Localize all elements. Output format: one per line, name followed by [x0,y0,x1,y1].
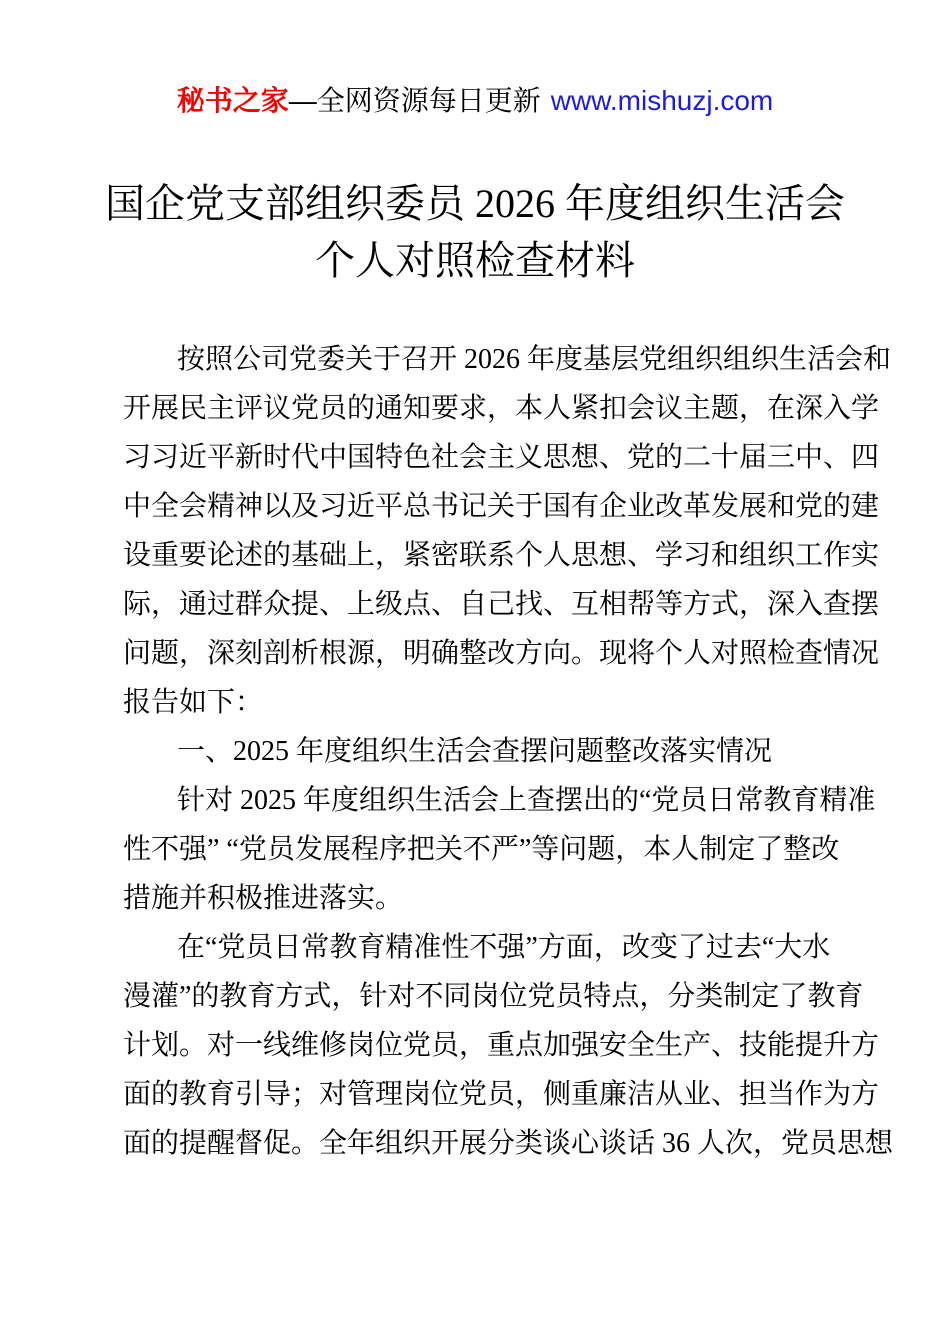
body-paragraph-1-line-2: 开展民主评议党员的通知要求，本人紧扣会议主题，在深入学 [123,393,880,424]
body-paragraph-1-line-7: 问题，深刻剖析根源，明确整改方向。现将个人对照检查情况 [123,638,880,669]
body-paragraph-4-line-2: 漫灌”的教育方式，针对不同岗位党员特点，分类制定了教育 [123,981,864,1012]
body-paragraph-3-line-2: 性不强” “党员发展程序把关不严”等问题，本人制定了整改 [123,834,840,865]
body-paragraph-4-line-3: 计划。对一线维修岗位党员，重点加强安全生产、技能提升方 [123,1030,880,1061]
body-paragraph-1-line-4: 中全会精神以及习近平总书记关于国有企业改革发展和党的建 [123,491,880,522]
body-paragraph-1-line-3: 习习近平新时代中国特色社会主义思想、党的二十届三中、四 [123,442,880,473]
body-paragraph-3-line-1: 针对 2025 年度组织生活会上查摆出的“党员日常教育精准 [177,785,876,816]
site-url-link[interactable]: www.mishuzj.com [550,85,774,116]
document-title-line2: 个人对照检查材料 [315,238,635,283]
body-paragraph-2-line-1: 一、2025 年度组织生活会查摆问题整改落实情况 [177,736,773,767]
body-paragraph-1-line-5: 设重要论述的基础上，紧密联系个人思想、学习和组织工作实 [123,540,880,571]
document-body [0,335,950,1168]
site-brand: 秘书之家 [176,85,289,116]
body-paragraph-1-line-8: 报告如下： [123,687,264,718]
document-title [60,175,890,289]
site-header [0,83,950,119]
document-title-line1: 国企党支部组织委员 2026 年度组织生活会 [105,181,845,226]
header-dash: — [288,85,317,116]
body-paragraph-1-line-6: 际，通过群众提、上级点、自己找、互相帮等方式，深入查摆 [123,589,880,620]
site-tagline: 全网资源每日更新 [316,85,541,116]
body-paragraph-4-line-1: 在“党员日常教育精准性不强”方面，改变了过去“大水 [177,932,831,963]
body-paragraph-1-line-1: 按照公司党委关于召开 2026 年度基层党组织组织生活会和 [177,344,892,375]
body-paragraph-4-line-5: 面的提醒督促。全年组织开展分类谈心谈话 36 人次，党员思想 [123,1128,894,1159]
body-paragraph-3-line-3: 措施并积极推进落实。 [123,883,404,914]
body-paragraph-4-line-4: 面的教育引导；对管理岗位党员，侧重廉洁从业、担当作为方 [123,1079,880,1110]
